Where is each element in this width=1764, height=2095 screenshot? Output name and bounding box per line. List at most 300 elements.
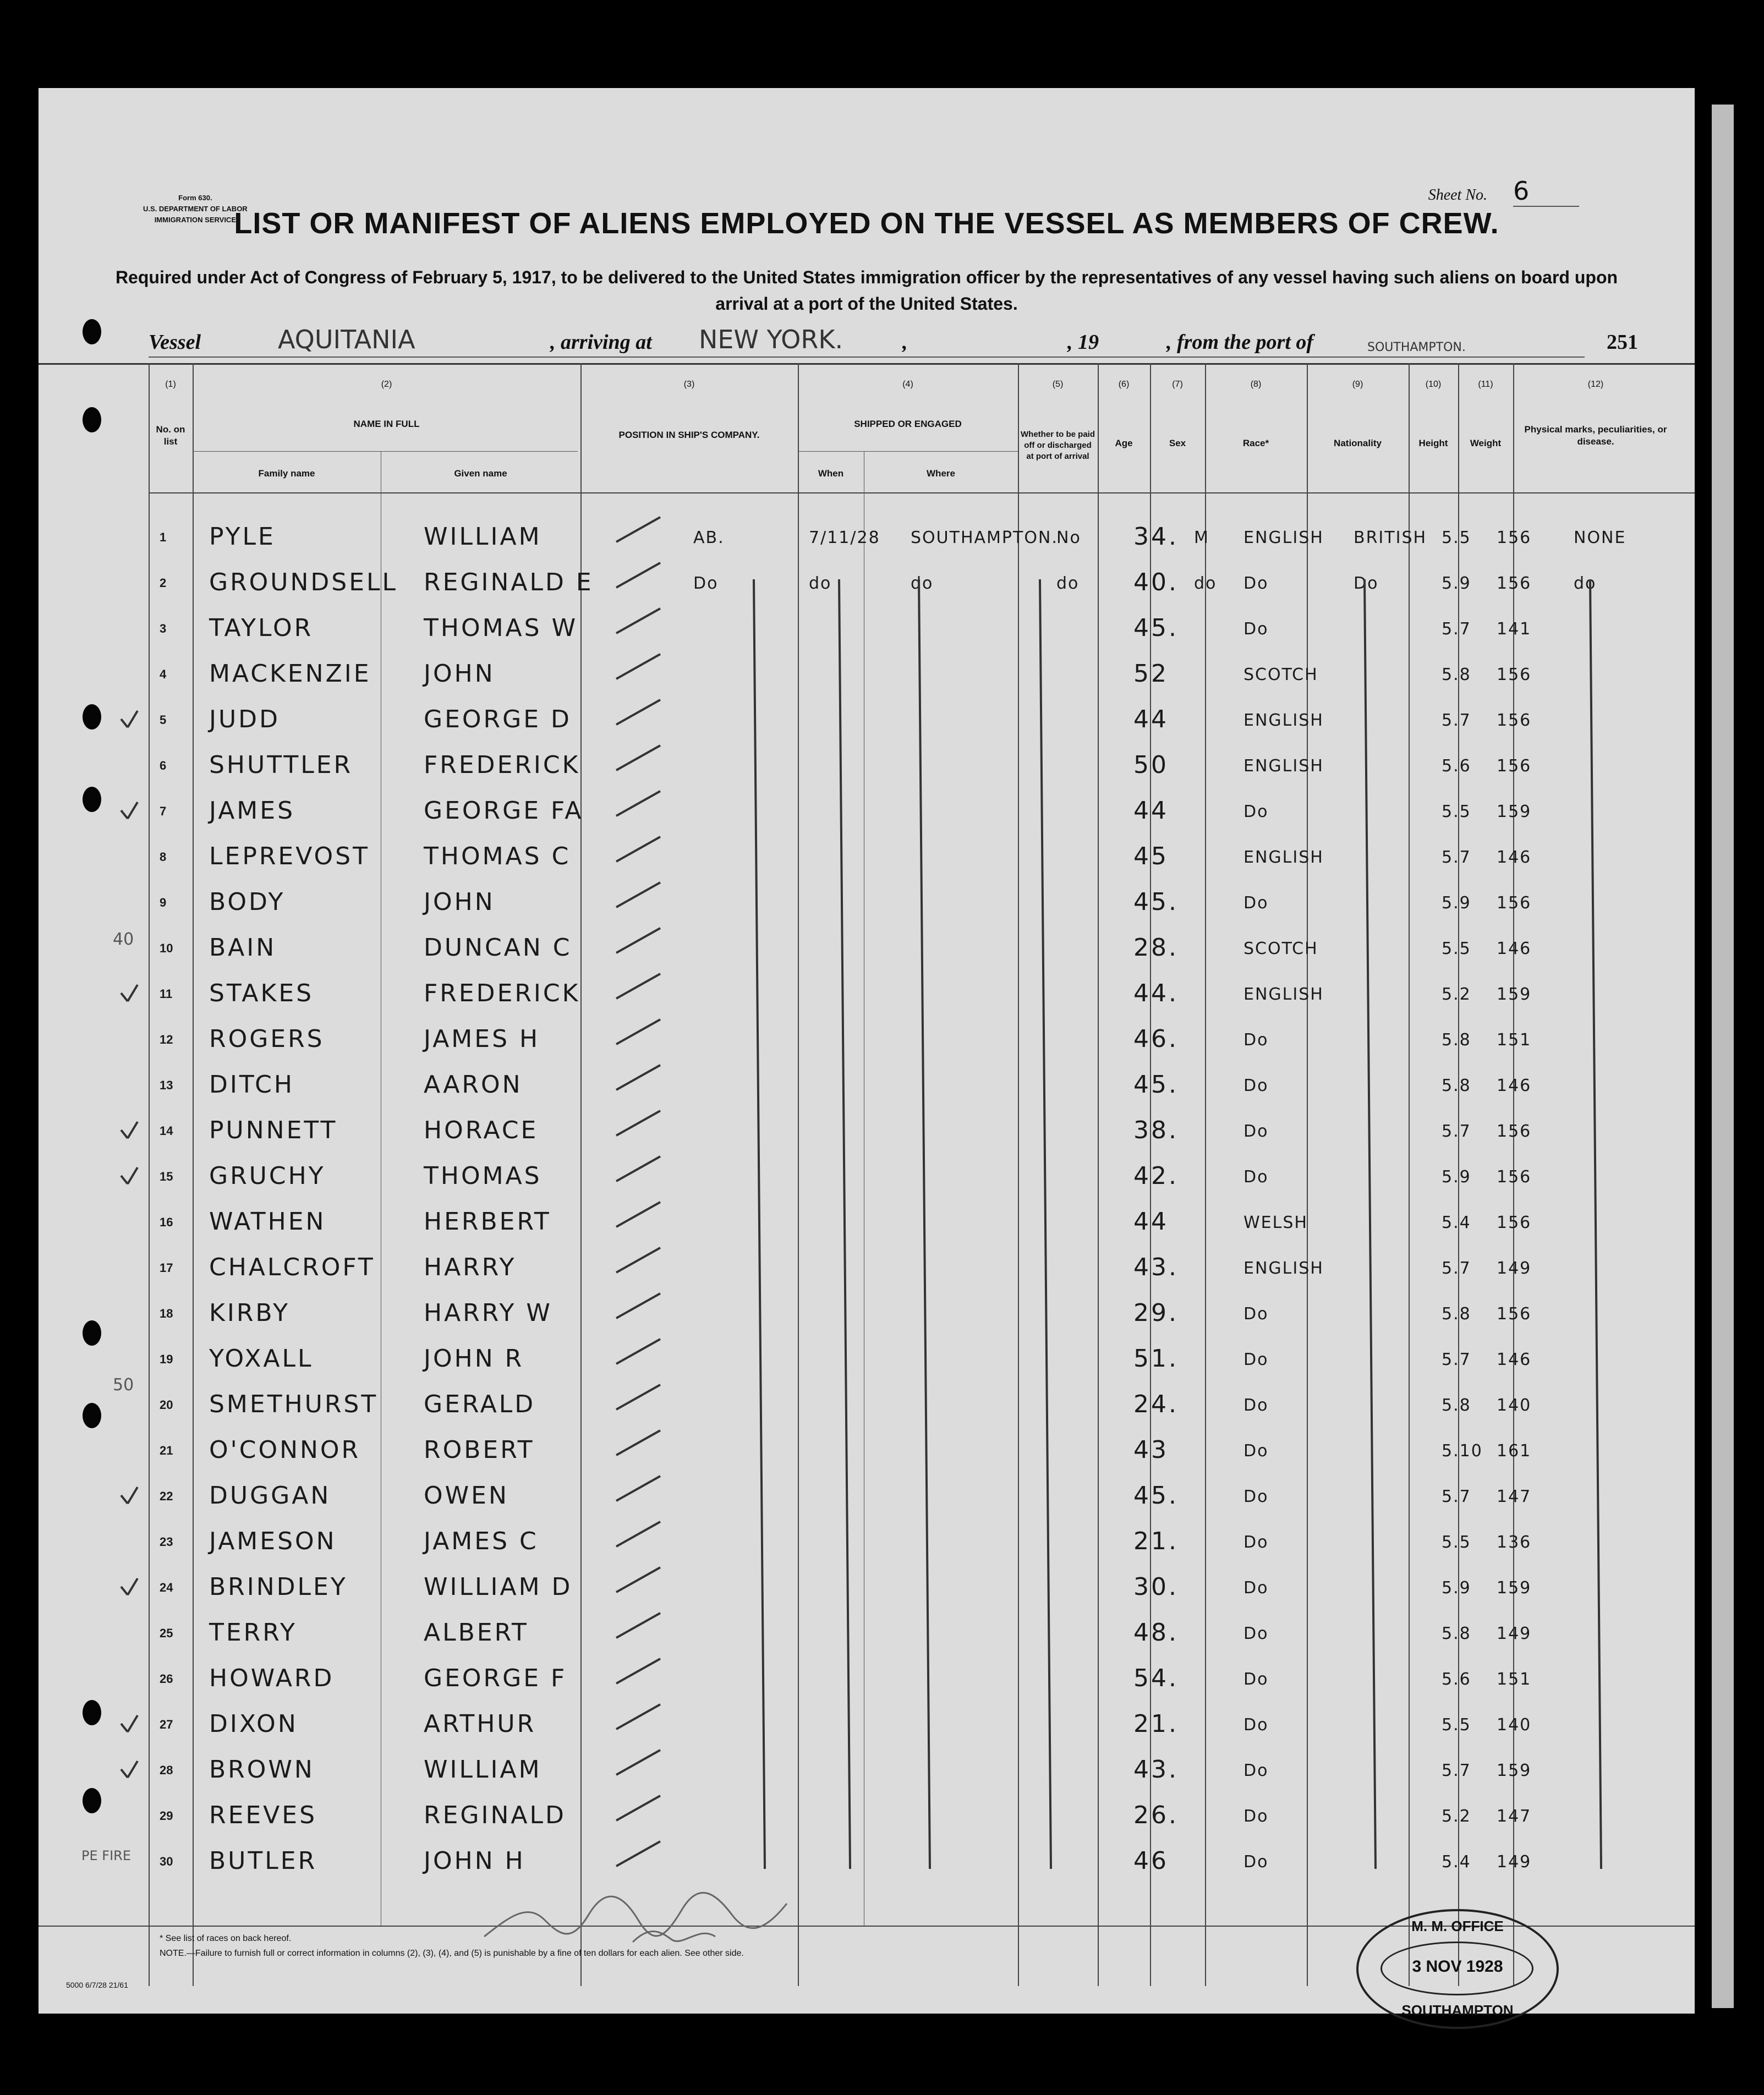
cell-age: 43. — [1133, 1253, 1179, 1281]
cell-no: 19 — [160, 1352, 173, 1366]
check-mark — [616, 1567, 660, 1592]
cell-given: WILLIAM D — [424, 1573, 573, 1601]
cell-given: HARRY W — [424, 1299, 552, 1327]
cell-no: 2 — [160, 576, 167, 590]
ditto-line — [919, 579, 930, 1869]
cell-height: 5.9 — [1442, 1578, 1471, 1598]
cell-family: GRUCHY — [209, 1162, 326, 1190]
check-mark — [616, 1613, 660, 1638]
cell-weight: 141 — [1497, 619, 1532, 639]
cell-given: REGINALD — [424, 1801, 566, 1829]
cell-given: ARTHUR — [424, 1710, 536, 1738]
cell-race: Do — [1243, 1487, 1269, 1506]
cell-given: JOHN — [424, 660, 495, 688]
cell-race: SCOTCH — [1243, 665, 1318, 684]
cell-family: SMETHURST — [209, 1390, 379, 1418]
cell-given: AARON — [424, 1071, 523, 1099]
margin-tick — [121, 1724, 128, 1732]
cell-height: 5.2 — [1442, 985, 1471, 1004]
cell-no: 13 — [160, 1078, 173, 1092]
cell-age: 44 — [1133, 797, 1169, 825]
check-mark — [616, 1476, 660, 1501]
cell-age: 26. — [1133, 1801, 1179, 1829]
manifest-sheet — [39, 88, 1695, 2019]
col-marks-header: Physical marks, peculiarities, or disease. — [1524, 424, 1667, 447]
cell-height: 5.5 — [1442, 939, 1471, 958]
check-mark — [616, 974, 660, 999]
cell-no: 1 — [160, 530, 167, 544]
cell-weight: 156 — [1497, 665, 1532, 684]
cell-race: Do — [1243, 1807, 1269, 1826]
cell-weight: 146 — [1497, 939, 1532, 958]
col-position-header: POSITION IN SHIP'S COMPANY. — [618, 430, 760, 440]
cell-height: 5.5 — [1442, 1533, 1471, 1552]
cell-family: HOWARD — [209, 1664, 335, 1692]
cell-family: REEVES — [209, 1801, 317, 1829]
cell-weight: 156 — [1497, 1122, 1532, 1141]
cell-given: THOMAS C — [424, 842, 571, 870]
cell-height: 5.7 — [1442, 1122, 1471, 1141]
col-race-header: Race* — [1242, 438, 1269, 448]
cell-height: 5.6 — [1442, 756, 1471, 776]
cell-height: 5.7 — [1442, 1761, 1471, 1780]
cell-weight: 151 — [1497, 1670, 1532, 1689]
cell-age: 24. — [1133, 1390, 1179, 1418]
cell-position: Do — [693, 574, 719, 593]
cell-height: 5.9 — [1442, 1167, 1471, 1187]
cell-given: WILLIAM — [424, 523, 542, 551]
cell-race: Do — [1243, 1396, 1269, 1415]
cell-age: 45. — [1133, 1071, 1179, 1099]
cell-no: 30 — [160, 1855, 173, 1868]
cell-no: 16 — [160, 1215, 173, 1229]
cell-race: Do — [1243, 802, 1269, 821]
cell-race: WELSH — [1243, 1213, 1308, 1232]
cell-no: 7 — [160, 804, 167, 818]
cell-height: 5.8 — [1442, 665, 1471, 684]
cell-race: ENGLISH — [1243, 711, 1324, 730]
cell-race: Do — [1243, 574, 1269, 593]
check-mark — [616, 1293, 660, 1318]
cell-height: 5.7 — [1442, 1350, 1471, 1369]
cell-family: JAMESON — [209, 1527, 337, 1555]
cell-given: HARRY — [424, 1253, 517, 1281]
cell-race: Do — [1243, 1715, 1269, 1735]
cell-age: 44 — [1133, 1208, 1169, 1236]
cell-family: JAMES — [209, 797, 295, 825]
cell-age: 28. — [1133, 934, 1179, 962]
col-name-header: NAME IN FULL — [353, 419, 420, 429]
cell-weight: 156 — [1497, 711, 1532, 730]
check-mark — [616, 1339, 660, 1364]
stamp-bottom-text: SOUTHAMPTON — [1401, 2002, 1514, 2019]
cell-no: 18 — [160, 1307, 173, 1320]
cell-race: Do — [1243, 619, 1269, 639]
cell-height: 5.8 — [1442, 1624, 1471, 1643]
cell-height: 5.8 — [1442, 1076, 1471, 1095]
cell-given: ALBERT — [424, 1619, 529, 1647]
check-mark — [616, 1750, 660, 1775]
cell-age: 29. — [1133, 1299, 1179, 1327]
check-mark — [616, 1704, 660, 1729]
cell-no: 22 — [160, 1489, 173, 1503]
colnum-4: (4) — [902, 380, 913, 389]
cell-family: BAIN — [209, 934, 277, 962]
cell-race: ENGLISH — [1243, 528, 1324, 547]
cell-given: HORACE — [424, 1116, 539, 1144]
cell-weight: 156 — [1497, 1213, 1532, 1232]
cell-age: 38. — [1133, 1116, 1179, 1144]
cell-given: OWEN — [424, 1482, 509, 1510]
col-weight-header: Weight — [1470, 438, 1502, 448]
cell-race: ENGLISH — [1243, 985, 1324, 1004]
col-shipped-header: SHIPPED OR ENGAGED — [854, 419, 962, 429]
cell-weight: 140 — [1497, 1396, 1532, 1415]
margin-tick — [121, 1176, 128, 1184]
cell-height: 5.7 — [1442, 619, 1471, 639]
cell-paid: do — [1056, 574, 1080, 593]
cell-no: 15 — [160, 1170, 173, 1183]
cell-weight: 159 — [1497, 802, 1532, 821]
cell-height: 5.9 — [1442, 893, 1471, 913]
ditto-line — [1365, 579, 1376, 1869]
margin-tick — [128, 985, 138, 1001]
check-mark — [616, 1522, 660, 1546]
cell-family: PUNNETT — [209, 1116, 338, 1144]
cell-family: BRINDLEY — [209, 1573, 348, 1601]
check-mark — [616, 1841, 660, 1866]
cell-family: GROUNDSELL — [209, 568, 398, 596]
cell-sex: M — [1194, 528, 1209, 547]
ditto-line — [754, 579, 765, 1869]
margin-tick — [121, 1495, 128, 1504]
cell-age: 52 — [1133, 660, 1169, 688]
cell-paid: No — [1056, 528, 1081, 547]
cell-race: Do — [1243, 1030, 1269, 1050]
check-mark — [616, 700, 660, 725]
cell-given: HERBERT — [424, 1208, 551, 1236]
from-port: SOUTHAMPTON. — [1367, 341, 1466, 354]
col-no-header: No. on list — [156, 424, 185, 447]
cell-given: ROBERT — [424, 1436, 535, 1464]
col-family-header: Family name — [258, 468, 315, 479]
cell-age: 43. — [1133, 1756, 1179, 1784]
margin-note-40: 40 — [113, 930, 134, 949]
col-height-header: Height — [1418, 438, 1448, 448]
cell-no: 17 — [160, 1261, 173, 1275]
cell-weight: 149 — [1497, 1259, 1532, 1278]
cell-where: SOUTHAMPTON. — [911, 528, 1058, 547]
cell-given: DUNCAN C — [424, 934, 572, 962]
service: IMMIGRATION SERVICE — [154, 216, 236, 224]
cell-race: Do — [1243, 1441, 1269, 1461]
cell-race: Do — [1243, 1670, 1269, 1689]
colnum-5: (5) — [1052, 380, 1064, 389]
margin-tick — [121, 1587, 128, 1595]
margin-tick — [128, 1578, 138, 1595]
check-mark — [616, 1248, 660, 1273]
stamp-date: 3 NOV 1928 — [1412, 1957, 1503, 1976]
cell-family: LEPREVOST — [209, 842, 370, 870]
page-number: 251 — [1607, 331, 1638, 354]
cell-race: Do — [1243, 1578, 1269, 1598]
cell-no: 24 — [160, 1581, 173, 1594]
cell-no: 8 — [160, 850, 167, 864]
cell-weight: 146 — [1497, 1076, 1532, 1095]
margin-tick — [128, 1761, 138, 1778]
cell-weight: 136 — [1497, 1533, 1532, 1552]
cell-given: GEORGE FA — [424, 797, 584, 825]
cell-no: 11 — [160, 987, 173, 1001]
cell-weight: 156 — [1497, 528, 1532, 547]
cell-weight: 149 — [1497, 1852, 1532, 1872]
cell-no: 26 — [160, 1672, 173, 1686]
margin-tick — [128, 1167, 138, 1184]
col-age-header: Age — [1115, 438, 1133, 448]
margin-tick — [121, 810, 128, 819]
cell-given: JAMES C — [424, 1527, 539, 1555]
col-when-header: When — [818, 468, 844, 479]
cell-family: DITCH — [209, 1071, 294, 1099]
check-mark — [616, 1111, 660, 1136]
cell-given: GEORGE D — [424, 705, 572, 733]
cell-weight: 156 — [1497, 756, 1532, 776]
cell-age: 50 — [1133, 751, 1169, 779]
stamp-top-text: M. M. OFFICE — [1411, 1918, 1504, 1934]
cell-family: BUTLER — [209, 1847, 317, 1875]
check-mark — [616, 928, 660, 953]
check-mark — [616, 1065, 660, 1090]
check-mark — [616, 517, 660, 542]
page-edge — [1712, 105, 1734, 2008]
cell-family: KIRBY — [209, 1299, 291, 1327]
cell-race: Do — [1243, 1122, 1269, 1141]
cell-no: 6 — [160, 759, 167, 772]
cell-height: 5.7 — [1442, 711, 1471, 730]
cell-family: ROGERS — [209, 1025, 325, 1053]
cell-race: ENGLISH — [1243, 756, 1324, 776]
margin-note-pe-fire: PE FIRE — [81, 1848, 131, 1863]
cell-race: Do — [1243, 1852, 1269, 1872]
cell-given: FREDERICK — [424, 751, 580, 779]
cell-given: JOHN R — [424, 1345, 524, 1373]
cell-age: 45. — [1133, 888, 1179, 916]
cell-race: Do — [1243, 1304, 1269, 1324]
ditto-line — [839, 579, 850, 1869]
check-mark — [616, 1659, 660, 1683]
form-number: Form 630. — [178, 194, 212, 202]
cell-height: 5.8 — [1442, 1396, 1471, 1415]
arriving-port: NEW YORK. — [699, 325, 843, 354]
cell-no: 5 — [160, 713, 167, 727]
cell-race: Do — [1243, 1350, 1269, 1369]
colnum-8: (8) — [1250, 380, 1262, 389]
cell-weight: 156 — [1497, 1304, 1532, 1324]
cell-family: DIXON — [209, 1710, 298, 1738]
ditto-line — [1040, 579, 1051, 1869]
cell-race: Do — [1243, 893, 1269, 913]
margin-note-50: 50 — [113, 1375, 134, 1395]
check-mark — [616, 1156, 660, 1181]
cell-family: JUDD — [209, 705, 280, 733]
print-code: 5000 6/7/28 21/61 — [66, 1981, 128, 1989]
signature — [479, 1882, 809, 1948]
colnum-12: (12) — [1587, 380, 1604, 389]
margin-tick — [128, 1122, 138, 1138]
margin-tick — [128, 802, 138, 819]
cell-height: 5.7 — [1442, 848, 1471, 867]
cell-marks: do — [1574, 574, 1597, 593]
cell-race: ENGLISH — [1243, 848, 1324, 867]
colnum-11: (11) — [1478, 380, 1493, 389]
cell-age: 21. — [1133, 1527, 1179, 1555]
from-label: , from the port of — [1166, 331, 1314, 354]
cell-no: 3 — [160, 622, 167, 635]
cell-age: 51. — [1133, 1345, 1179, 1373]
cell-no: 9 — [160, 896, 167, 909]
check-mark — [616, 1430, 660, 1455]
check-mark — [616, 1019, 660, 1044]
cell-no: 23 — [160, 1535, 173, 1549]
cell-age: 54. — [1133, 1664, 1179, 1692]
cell-age: 30. — [1133, 1573, 1179, 1601]
colnum-1: (1) — [165, 380, 176, 389]
cell-nationality: Do — [1354, 574, 1379, 593]
cell-weight: 159 — [1497, 1761, 1532, 1780]
cell-given: WILLIAM — [424, 1756, 542, 1784]
cell-given: THOMAS W — [424, 614, 578, 642]
cell-when: 7/11/28 — [809, 528, 880, 547]
cell-position: AB. — [693, 528, 725, 547]
cell-height: 5.5 — [1442, 1715, 1471, 1735]
cell-height: 5.5 — [1442, 528, 1471, 547]
cell-marks: NONE — [1574, 528, 1626, 547]
check-mark — [616, 1385, 660, 1410]
department: U.S. DEPARTMENT OF LABOR — [143, 205, 248, 213]
cell-given: JOHN H — [424, 1847, 525, 1875]
cell-race: ENGLISH — [1243, 1259, 1324, 1278]
check-mark — [616, 654, 660, 679]
cell-where: do — [911, 574, 934, 593]
sheet-number-label: Sheet No. — [1428, 187, 1487, 204]
cell-given: FREDERICK — [424, 979, 580, 1007]
cell-given: JAMES H — [424, 1025, 540, 1053]
margin-tick — [128, 1487, 138, 1504]
cell-height: 5.2 — [1442, 1807, 1471, 1826]
cell-weight: 156 — [1497, 893, 1532, 913]
check-mark — [616, 608, 660, 633]
footer-note: NOTE.—Failure to furnish full or correct information in columns (2), (3), (4), and (5) is punishable by a fine of ten dollars for each alien. See other side. — [160, 1949, 744, 1958]
check-mark — [616, 563, 660, 588]
cell-race: Do — [1243, 1624, 1269, 1643]
cell-race: Do — [1243, 1076, 1269, 1095]
cell-weight: 140 — [1497, 1715, 1532, 1735]
cell-height: 5.7 — [1442, 1259, 1471, 1278]
cell-family: SHUTTLER — [209, 751, 353, 779]
cell-family: WATHEN — [209, 1208, 326, 1236]
cell-no: 4 — [160, 667, 167, 681]
margin-tick — [121, 993, 128, 1001]
cell-weight: 151 — [1497, 1030, 1532, 1050]
cell-sex: do — [1194, 574, 1217, 593]
cell-weight: 147 — [1497, 1807, 1532, 1826]
cell-height: 5.8 — [1442, 1304, 1471, 1324]
cell-family: TERRY — [209, 1619, 297, 1647]
mm-office-stamp — [1356, 1909, 1559, 2029]
cell-height: 5.9 — [1442, 574, 1471, 593]
cell-no: 12 — [160, 1033, 173, 1046]
vessel-name: AQUITANIA — [278, 325, 415, 354]
col-given-header: Given name — [454, 468, 507, 479]
cell-weight: 159 — [1497, 1578, 1532, 1598]
cell-family: YOXALL — [209, 1345, 314, 1373]
cell-height: 5.4 — [1442, 1213, 1471, 1232]
cell-given: REGINALD E — [424, 568, 594, 596]
colnum-6: (6) — [1118, 380, 1130, 389]
check-mark — [616, 1202, 660, 1227]
cell-race: Do — [1243, 1761, 1269, 1780]
arriving-label: , arriving at — [550, 331, 652, 354]
cell-height: 5.8 — [1442, 1030, 1471, 1050]
page-subtitle: Required under Act of Congress of February 5, 1917, to be delivered to the United States immigration officer by the representatives of any vessel having such aliens on board upon arrival at a port of the United States. — [115, 267, 1618, 314]
cell-age: 40. — [1133, 568, 1179, 596]
sheet-number-value: 6 — [1513, 176, 1579, 207]
cell-weight: 146 — [1497, 848, 1532, 867]
cell-no: 21 — [160, 1444, 173, 1457]
cell-age: 46. — [1133, 1025, 1179, 1053]
cell-age: 34. — [1133, 523, 1179, 551]
cell-weight: 147 — [1497, 1487, 1532, 1506]
cell-weight: 156 — [1497, 1167, 1532, 1187]
comma-separator: , — [902, 331, 908, 354]
cell-no: 10 — [160, 941, 173, 955]
col-sex-header: Sex — [1169, 438, 1186, 448]
page-title: LIST OR MANIFEST OF ALIENS EMPLOYED ON THE VESSEL AS MEMBERS OF CREW. — [234, 207, 1499, 240]
check-mark — [616, 837, 660, 862]
cell-weight: 149 — [1497, 1624, 1532, 1643]
margin-tick — [128, 1715, 138, 1732]
cell-family: TAYLOR — [209, 614, 314, 642]
cell-age: 42. — [1133, 1162, 1179, 1190]
check-mark — [616, 745, 660, 770]
cell-age: 44 — [1133, 705, 1169, 733]
cell-age: 45. — [1133, 614, 1179, 642]
cell-nationality: BRITISH — [1354, 528, 1427, 547]
cell-age: 45. — [1133, 1482, 1179, 1510]
cell-no: 25 — [160, 1626, 173, 1640]
cell-given: JOHN — [424, 888, 495, 916]
cell-family: BROWN — [209, 1756, 315, 1784]
check-mark — [616, 791, 660, 816]
cell-family: O'CONNOR — [209, 1436, 361, 1464]
cell-family: CHALCROFT — [209, 1253, 375, 1281]
cell-age: 45 — [1133, 842, 1169, 870]
cell-weight: 161 — [1497, 1441, 1532, 1461]
col-nationality-header: Nationality — [1334, 438, 1382, 448]
cell-age: 46 — [1133, 1847, 1169, 1875]
margin-tick — [121, 1130, 128, 1138]
cell-no: 27 — [160, 1718, 173, 1731]
cell-given: THOMAS — [424, 1162, 542, 1190]
margin-tick — [121, 719, 128, 727]
colnum-9: (9) — [1352, 380, 1363, 389]
cell-height: 5.4 — [1442, 1852, 1471, 1872]
col-where-header: Where — [927, 468, 955, 479]
cell-family: DUGGAN — [209, 1482, 331, 1510]
cell-no: 29 — [160, 1809, 173, 1823]
colnum-3: (3) — [683, 380, 695, 389]
colnum-10: (10) — [1425, 380, 1442, 389]
